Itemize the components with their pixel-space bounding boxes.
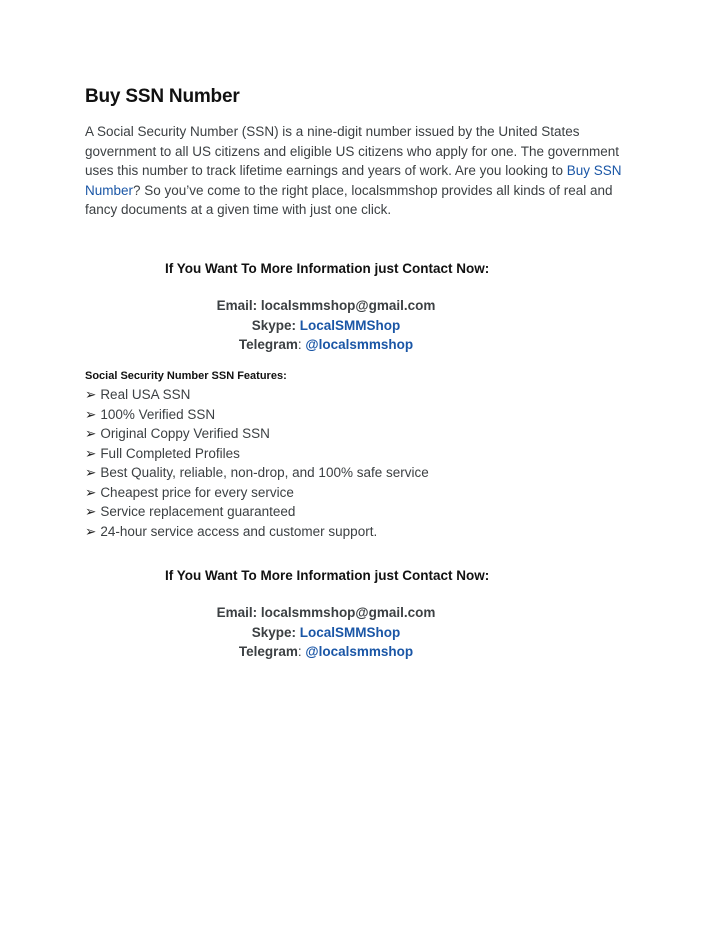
contact-details — [125, 603, 527, 662]
arrow-bullet-icon: ➢ — [85, 504, 97, 519]
list-item — [85, 483, 429, 503]
skype-line — [125, 316, 527, 336]
feature-text: Cheapest price for every service — [100, 484, 294, 500]
intro-paragraph — [85, 122, 645, 220]
list-item — [85, 502, 429, 522]
skype-line — [125, 623, 527, 643]
features-list — [85, 385, 429, 541]
list-item — [85, 424, 429, 444]
arrow-bullet-icon: ➢ — [85, 426, 97, 441]
email-value[interactable]: localsmmshop@gmail.com — [260, 605, 436, 620]
telegram-link[interactable]: @localsmmshop — [305, 644, 414, 660]
contact-details — [125, 296, 527, 355]
feature-text: Best Quality, reliable, non-drop, and 100% safe service — [100, 465, 429, 480]
feature-text: Service replacement guaranteed — [100, 504, 296, 519]
arrow-bullet-icon: ➢ — [85, 445, 97, 461]
feature-text: Full Completed Profiles — [100, 445, 240, 461]
intro-text-before-link: A Social Security Number (SSN) is a nine-digit number issued by the United States government to all US citizens and eligible US citizens who apply for one. The government uses this number to track lifetime earnings and years of work. Are you looking to — [85, 124, 620, 179]
arrow-bullet-icon: ➢ — [85, 484, 97, 500]
skype-label: Skype: — [251, 624, 296, 640]
telegram-link[interactable]: @localsmmshop — [305, 337, 414, 353]
feature-text: 24-hour service access and customer support. — [100, 523, 378, 539]
list-item — [85, 522, 429, 542]
email-line — [125, 603, 527, 623]
arrow-bullet-icon: ➢ — [85, 406, 97, 422]
contact-heading: If You Want To More Information just Contact Now: — [165, 568, 490, 583]
telegram-separator: : — [297, 644, 302, 660]
skype-label: Skype: — [251, 317, 296, 333]
skype-link[interactable]: LocalSMMShop — [299, 624, 401, 640]
telegram-label: Telegram — [238, 644, 298, 660]
email-label: Email: — [216, 605, 258, 620]
page-title: Buy SSN Number — [85, 86, 240, 107]
email-value[interactable]: localsmmshop@gmail.com — [260, 298, 436, 313]
email-label: Email: — [216, 298, 258, 313]
telegram-line — [125, 335, 527, 355]
arrow-bullet-icon: ➢ — [85, 387, 97, 402]
buy-ssn-link[interactable]: Buy SSN Number — [85, 163, 622, 198]
email-line — [125, 296, 527, 316]
list-item — [85, 385, 429, 405]
intro-text-after-link: ? So you’ve come to the right place, localsmmshop provides all kinds of real and fancy documents at a given time with just one click. — [85, 182, 613, 218]
feature-text: Original Coppy Verified SSN — [100, 426, 270, 441]
skype-link[interactable]: LocalSMMShop — [299, 317, 401, 333]
list-item — [85, 463, 429, 483]
arrow-bullet-icon: ➢ — [85, 465, 97, 480]
feature-text: 100% Verified SSN — [100, 406, 216, 422]
feature-text: Real USA SSN — [100, 387, 191, 402]
arrow-bullet-icon: ➢ — [85, 523, 97, 539]
list-item — [85, 405, 429, 425]
contact-heading: If You Want To More Information just Contact Now: — [165, 261, 490, 276]
telegram-separator: : — [297, 337, 302, 353]
telegram-label: Telegram — [238, 337, 298, 353]
features-heading: Social Security Number SSN Features: — [85, 370, 287, 382]
telegram-line — [125, 642, 527, 662]
list-item — [85, 444, 429, 464]
